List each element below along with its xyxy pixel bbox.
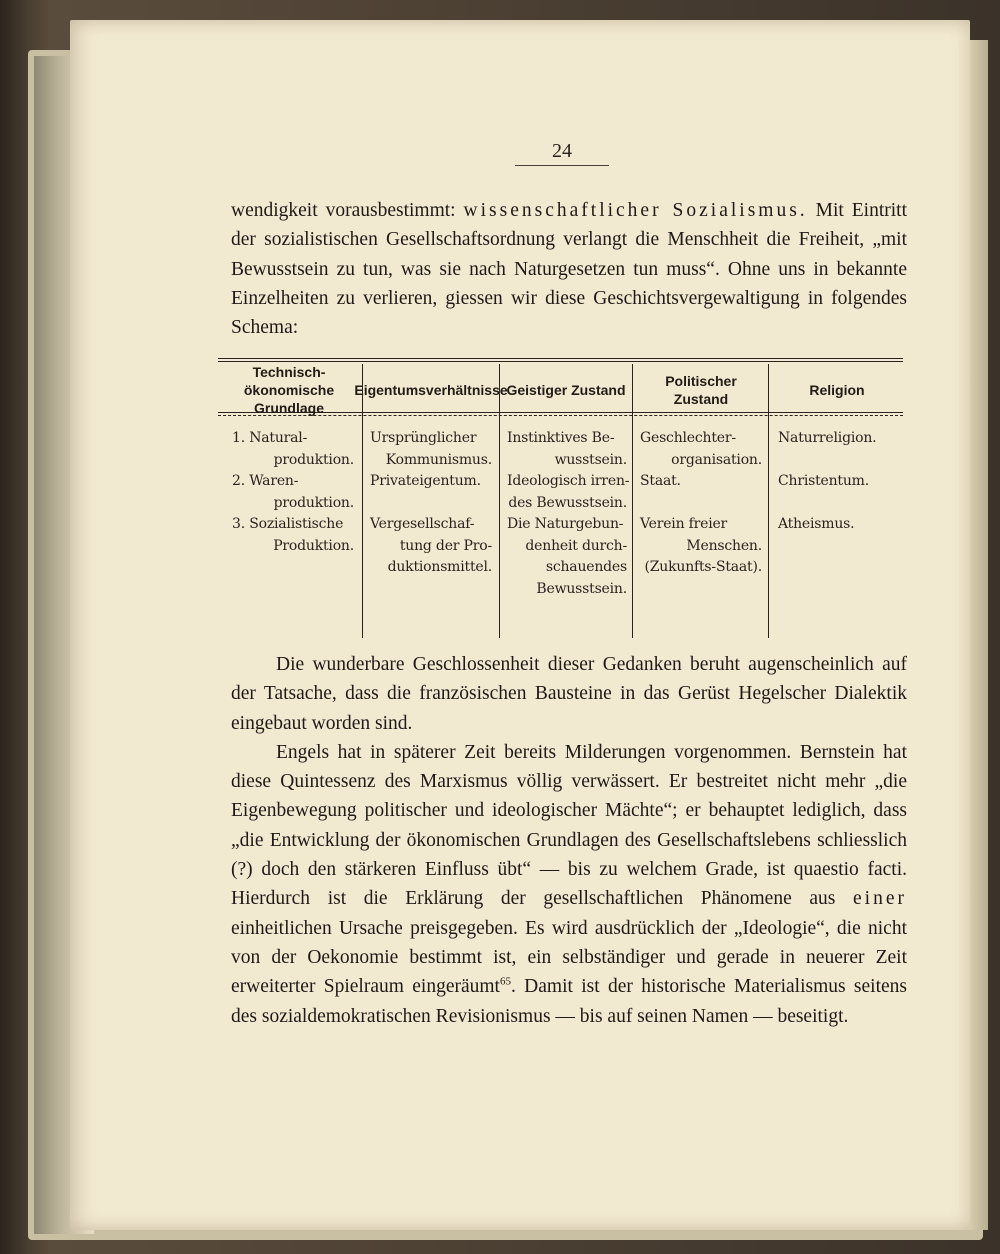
paragraph-engels	[231, 738, 907, 1031]
cell-line: Die Naturgebun-	[507, 516, 624, 532]
header-religion: Religion	[809, 382, 865, 398]
table-rule-top-double	[218, 361, 903, 362]
cell-line: tung der Pro-	[399, 537, 492, 554]
table-cell	[507, 428, 630, 600]
column-divider	[768, 364, 769, 638]
intro-paragraph	[231, 196, 907, 342]
footnote-marker: 65	[499, 975, 511, 988]
para3-text-a: Engels hat in späterer Zeit bereits Milderungen vorgenommen. Bernstein hat diese Quintessenz des Marxismus völlig verwässert. Er bestreitet nicht mehr „die Eigenbewegung politischer und ideologischer Mächte“; er behauptet lediglich, dass „die Entwicklung der ökonomischen Grundlagen des Gesellschaftslebens schliesslich (?) doch den stärkeren Einfluss übt“ — bis zu welchem Grade, ist quaestio facti. Hierdurch ist die Erklärung der gesellschaftlichen Phänomene aus	[231, 741, 907, 910]
column-divider	[362, 364, 363, 638]
cell-line: Geschlechter-	[640, 430, 736, 446]
main-text	[231, 650, 907, 1031]
cell-line: schauendes	[545, 559, 627, 575]
cell-line: Ursprünglicher	[370, 430, 477, 446]
cell-line: Vergesellschaf-	[370, 516, 475, 532]
schema-table	[218, 358, 903, 638]
column-divider	[499, 364, 500, 638]
cell-line: (Zukunfts-Staat).	[644, 559, 762, 575]
cell-line: duktionsmittel.	[387, 559, 492, 575]
cell-line: Menschen.	[686, 537, 762, 554]
cell-line: wusstsein.	[554, 451, 627, 468]
cell-line: des Bewusstsein.	[508, 494, 627, 511]
page-edge-right	[968, 40, 988, 1230]
cell-line: 1. Natural-	[232, 430, 308, 446]
cell-line: denheit durch-	[525, 537, 627, 554]
intro-text-b: Mit Eintritt der sozialistischen Gesellschaftsordnung verlangt die Menschheit die Freiheit, „mit Bewusstsein zu tun, was sie nach Naturgesetzen tun muss“. Ohne uns in bekannte Einzelheiten zu verlieren, giessen wir diese Geschichtsvergewaltigung in folgendes Schema:	[231, 200, 907, 339]
header-politischer-zustand: Politischer Zustand	[665, 373, 737, 407]
header-eigentum: Eigentumsverhältnisse	[354, 382, 508, 398]
table-cell	[778, 428, 900, 536]
cell-line: Staat.	[640, 473, 681, 489]
cell-line: 3. Sozialistische	[232, 516, 344, 532]
cell-line: Privateigentum.	[370, 473, 481, 489]
para3-text-b: einheitlichen Ursache preisgegeben. Es wird ausdrücklich der „Ideologie“, die nicht von der Oekonomie bestimmt ist, ein selbständiger und gerade in neuerer Zeit erweiterter Spielraum eingeräumt	[231, 917, 907, 998]
cell-line: produktion.	[273, 494, 354, 511]
cell-line: Naturreligion.	[778, 430, 877, 446]
page-number: 24	[515, 140, 609, 166]
para3-text-c: . Damit ist der historische Materialismus seitens des sozialdemokratischen Revisionismus — bis auf seinen Namen — beseitigt.	[231, 976, 907, 1027]
intro-text-a: wendigkeit vorausbestimmt:	[231, 200, 464, 221]
cell-line: organisation.	[671, 451, 762, 468]
table-cell	[232, 428, 354, 557]
intro-spaced-term: wissenschaftlicher Sozialismus.	[463, 200, 808, 221]
paragraph-geschlossenheit: Die wunderbare Geschlossenheit dieser Gedanken beruht augenscheinlich auf der Tatsache, dass die französischen Bausteine in das Gerüst Hegelscher Dialektik eingebaut worden sind.	[231, 654, 907, 734]
cell-line: Verein freier	[640, 516, 728, 532]
cell-line: Ideologisch irren-	[507, 473, 630, 489]
cell-line: produktion.	[273, 451, 354, 468]
header-grundlage: Technisch-ökonomische Grundlage	[243, 364, 335, 416]
cell-line: Bewusstsein.	[536, 580, 627, 597]
header-geistiger-zustand: Geistiger Zustand	[506, 382, 626, 398]
table-cell	[370, 428, 492, 579]
cell-line: 2. Waren-	[232, 473, 299, 489]
column-divider	[632, 364, 633, 638]
cell-line: Christentum.	[778, 473, 869, 489]
cell-line: Kommunismus.	[385, 451, 492, 468]
cell-line: Atheismus.	[778, 516, 855, 532]
table-rule-top	[218, 358, 903, 359]
cell-line: Instinktives Be-	[507, 430, 615, 446]
cell-line: Produktion.	[273, 537, 354, 554]
para3-spaced-term: einer	[853, 888, 907, 910]
table-cell	[640, 428, 762, 579]
